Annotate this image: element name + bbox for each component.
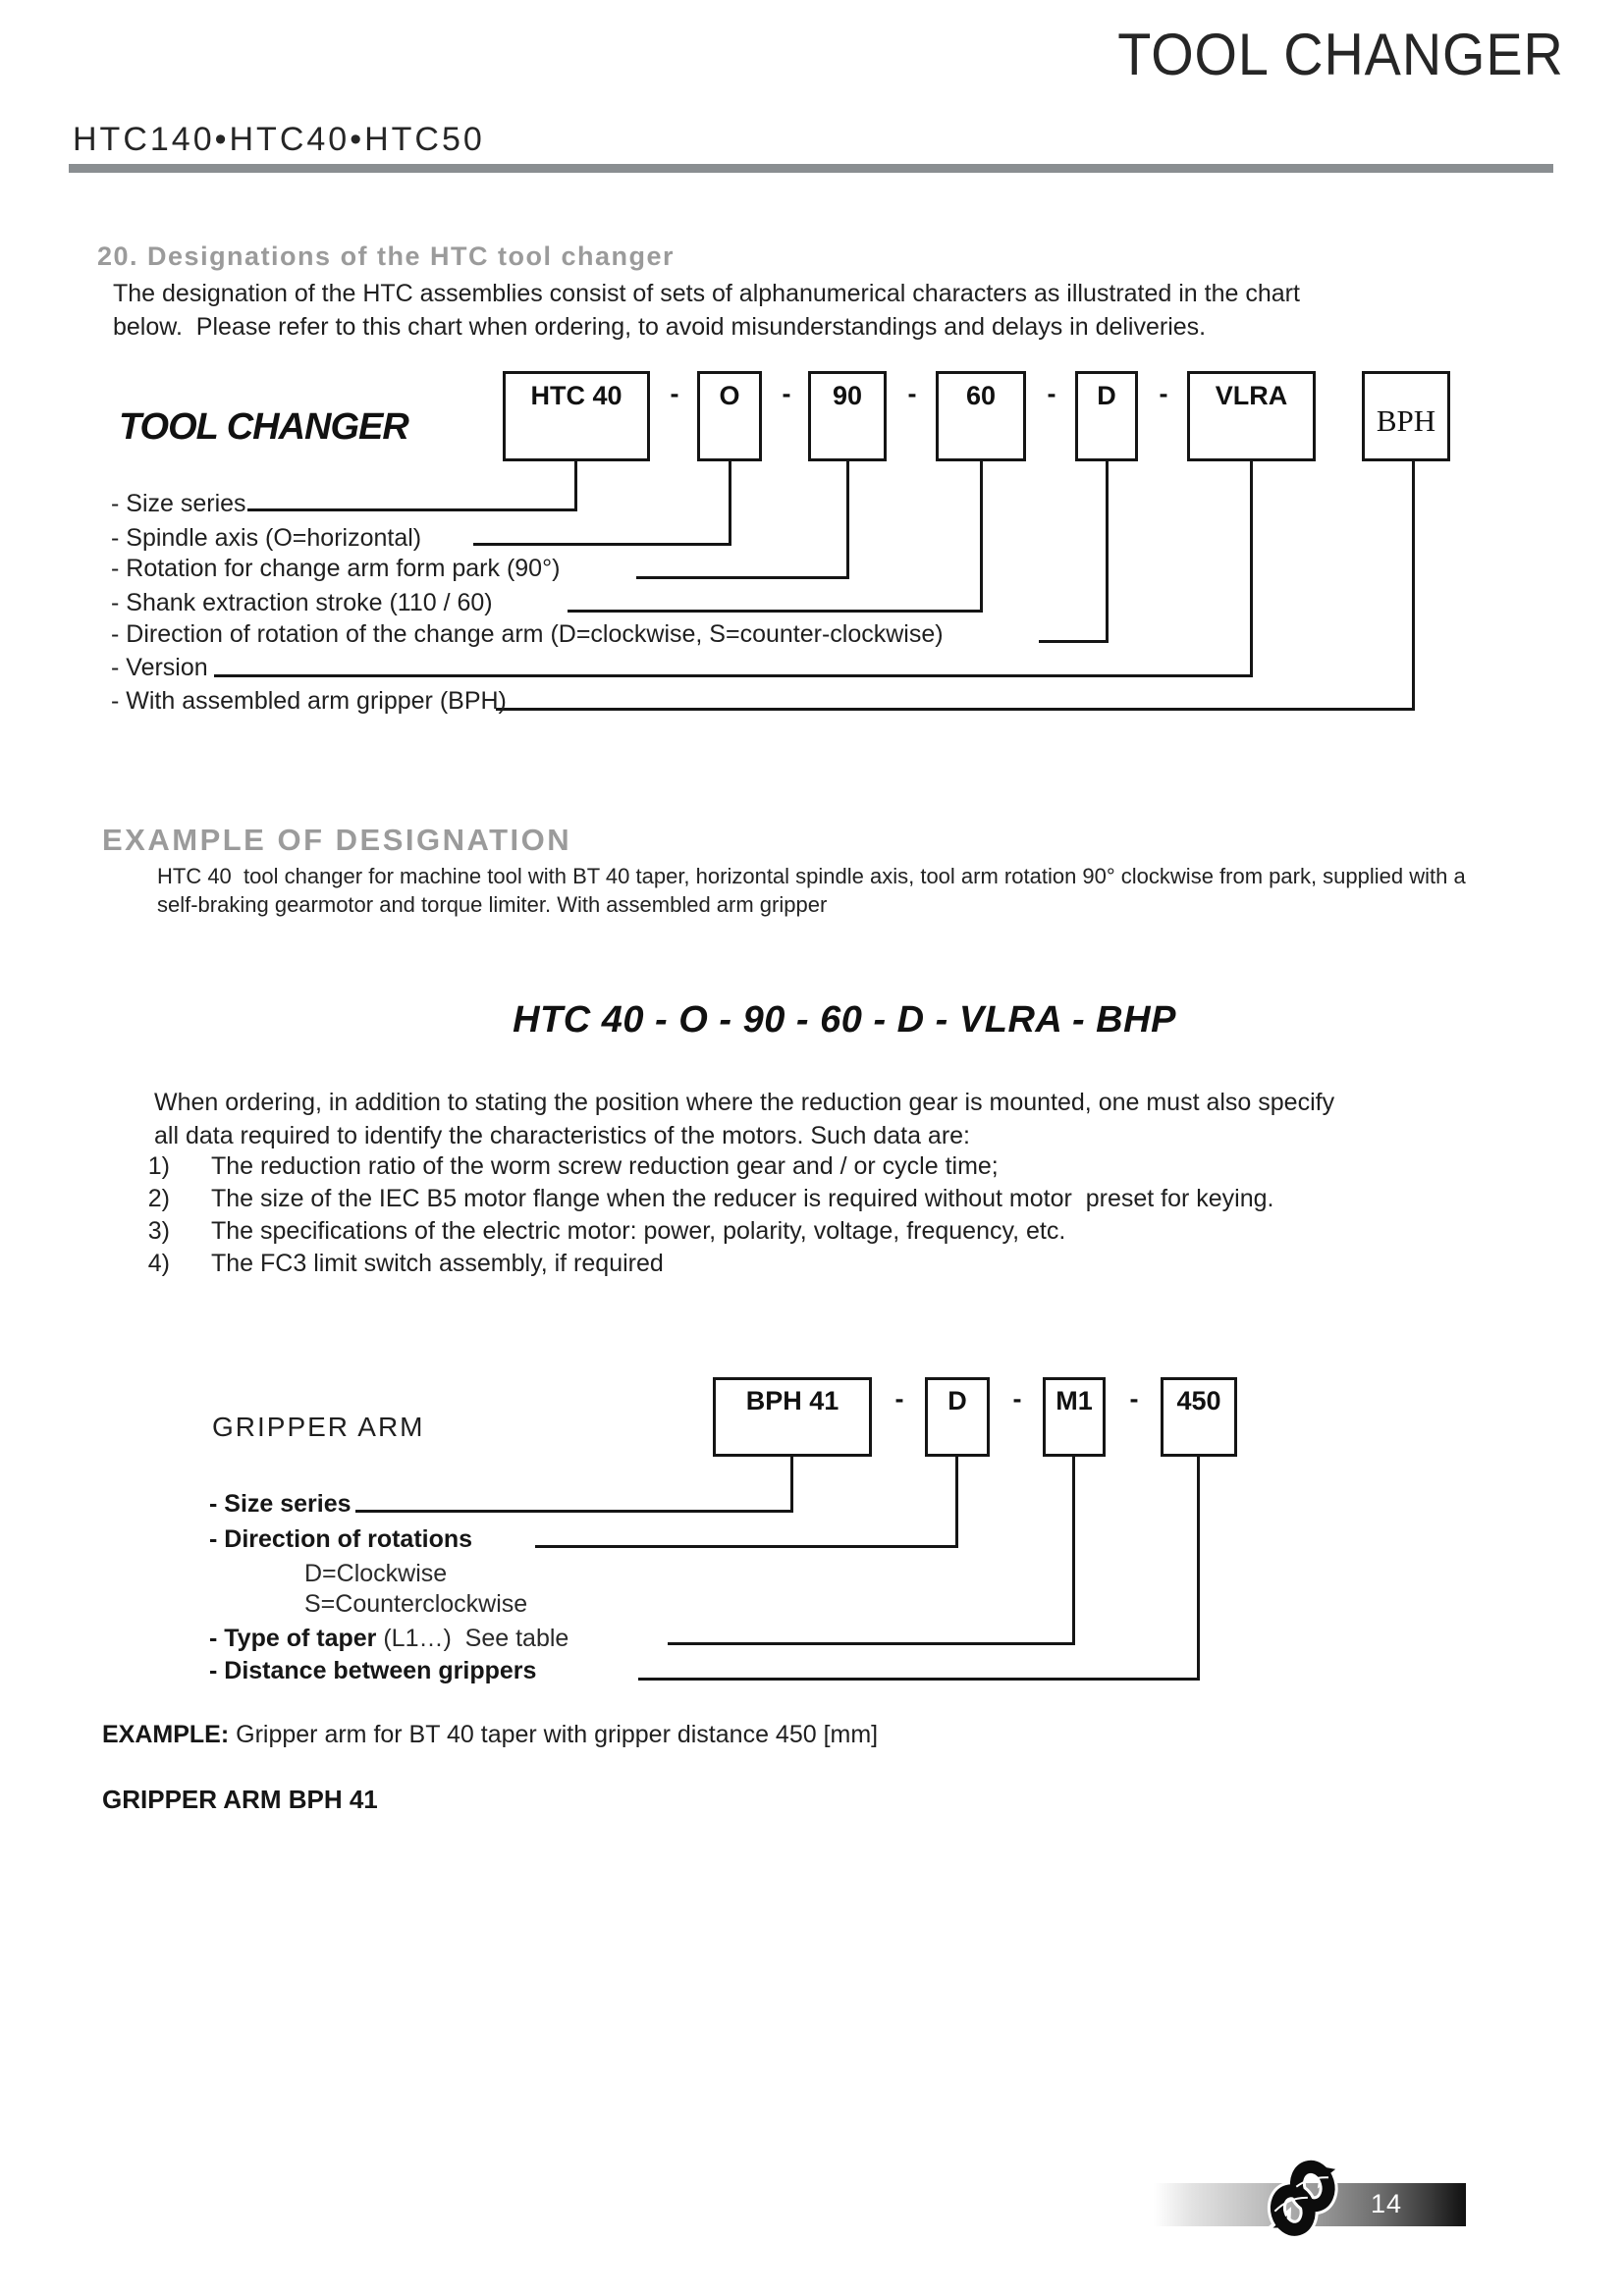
callout-rotation: - Rotation for change arm form park (90°) [111, 555, 561, 582]
connector-line [1197, 1457, 1200, 1681]
model-series-label: HTC140•HTC40•HTC50 [73, 121, 485, 158]
designation-box-direction: D [1075, 371, 1138, 461]
connector-line [729, 461, 731, 546]
separator-dash: - [782, 379, 791, 408]
connector-line [955, 1457, 958, 1548]
example-line-1: HTC 40 tool changer for machine tool with BT 40 taper, horizontal spindle axis, tool arm rotation 90° clockwise from park, supplied with a [157, 864, 1466, 888]
connector-line [790, 1457, 793, 1513]
taper-bold: - Type of taper [209, 1625, 377, 1652]
connector-line [636, 576, 849, 579]
gripper-box-distance: 450 [1161, 1377, 1237, 1457]
example-paragraph [157, 862, 1466, 919]
separator-dash: - [894, 1384, 904, 1414]
connector-line [1250, 461, 1253, 677]
section-intro [113, 277, 1300, 344]
list-item: The specifications of the electric motor: power, polarity, voltage, frequency, etc. [211, 1217, 1066, 1245]
separator-dash: - [1159, 379, 1168, 408]
separator-dash: - [1047, 379, 1056, 408]
callout-arm-gripper: - With assembled arm gripper (BPH) [111, 687, 507, 715]
connector-line [846, 461, 849, 579]
callout-ga-direction-d: D=Clockwise [304, 1560, 448, 1587]
designation-box-version: VLRA [1187, 371, 1316, 461]
separator-dash: - [1012, 1384, 1022, 1414]
example-text: Gripper arm for BT 40 taper with gripper distance 450 [mm] [229, 1721, 879, 1748]
diagram1-title: TOOL CHANGER [119, 406, 408, 448]
connector-line [1072, 1457, 1075, 1645]
example-label: EXAMPLE: [102, 1721, 230, 1748]
callout-ga-taper [209, 1626, 568, 1651]
callout-stroke: - Shank extraction stroke (110 / 60) [111, 589, 493, 616]
designation-box-spindle-axis: O [697, 371, 762, 461]
connector-line [668, 1642, 1075, 1645]
list-item: The size of the IEC B5 motor flange when the reducer is required without motor preset for keying. [211, 1185, 1274, 1212]
connector-line [214, 674, 1253, 677]
header-rule [69, 164, 1553, 173]
callout-size-series: - Size series [111, 490, 246, 517]
callout-version: - Version [111, 654, 208, 681]
connector-line [355, 1510, 793, 1513]
connector-line [574, 461, 577, 511]
ordering-line-1: When ordering, in addition to stating the position where the reduction gear is mounted, one must also specify [154, 1089, 1335, 1116]
connector-line [980, 461, 983, 613]
brand-knot-logo-icon [1247, 2156, 1361, 2242]
gripper-box-direction: D [925, 1377, 990, 1457]
callout-ga-direction: - Direction of rotations [209, 1525, 473, 1553]
gripper-example-line [102, 1721, 878, 1749]
gripper-arm-title: GRIPPER ARM BPH 41 [102, 1785, 378, 1814]
connector-line [1412, 461, 1415, 711]
connector-line [1106, 461, 1109, 643]
example-line-2: self-braking gearmotor and torque limiter. With assembled arm gripper [157, 892, 828, 917]
ordering-line-2: all data required to identify the characteristics of the motors. Such data are: [154, 1122, 970, 1149]
page-number: 14 [1371, 2189, 1403, 2218]
callout-ga-size-series: - Size series [209, 1490, 352, 1518]
list-item: The FC3 limit switch assembly, if required [211, 1250, 664, 1277]
diagram2-title: GRIPPER ARM [212, 1412, 425, 1442]
separator-dash: - [907, 379, 917, 408]
connector-line [247, 508, 577, 511]
designation-box-rotation: 90 [808, 371, 887, 461]
list-item-number: 3) [147, 1217, 170, 1245]
intro-line-1: The designation of the HTC assemblies consist of sets of alphanumerical characters as illustrated in the chart [113, 280, 1300, 307]
separator-dash: - [670, 379, 679, 408]
designation-code: HTC 40 - O - 90 - 60 - D - VLRA - BHP [513, 999, 1176, 1041]
ordering-paragraph [154, 1086, 1334, 1152]
intro-line-2: below. Please refer to this chart when ordering, to avoid misunderstandings and delays in deliveries. [113, 313, 1207, 341]
list-item-number: 1) [147, 1152, 170, 1180]
callout-direction: - Direction of rotation of the change arm (D=clockwise, S=counter-clockwise) [111, 620, 944, 648]
designation-box-stroke: 60 [936, 371, 1026, 461]
list-item: The reduction ratio of the worm screw reduction gear and / or cycle time; [211, 1152, 999, 1180]
connector-line [638, 1678, 1200, 1681]
designation-box-bph: BPH [1362, 371, 1450, 461]
designation-box-size-series: HTC 40 [503, 371, 650, 461]
list-item-number: 2) [147, 1185, 170, 1212]
connector-line [535, 1545, 958, 1548]
section-heading: 20. Designations of the HTC tool changer [97, 241, 676, 271]
callout-ga-distance: - Distance between grippers [209, 1657, 537, 1684]
connector-line [568, 610, 983, 613]
list-item-number: 4) [147, 1250, 170, 1277]
connector-line [1039, 640, 1109, 643]
example-heading: EXAMPLE OF DESIGNATION [102, 823, 572, 857]
callout-spindle-axis: - Spindle axis (O=horizontal) [111, 524, 422, 552]
taper-note: (L1…) See table [376, 1625, 569, 1652]
connector-line [496, 708, 1415, 711]
gripper-box-taper: M1 [1043, 1377, 1106, 1457]
page-title: TOOL CHANGER [1117, 22, 1564, 87]
connector-line [473, 543, 731, 546]
gripper-box-size-series: BPH 41 [713, 1377, 872, 1457]
separator-dash: - [1129, 1384, 1139, 1414]
callout-ga-direction-s: S=Counterclockwise [304, 1590, 528, 1618]
